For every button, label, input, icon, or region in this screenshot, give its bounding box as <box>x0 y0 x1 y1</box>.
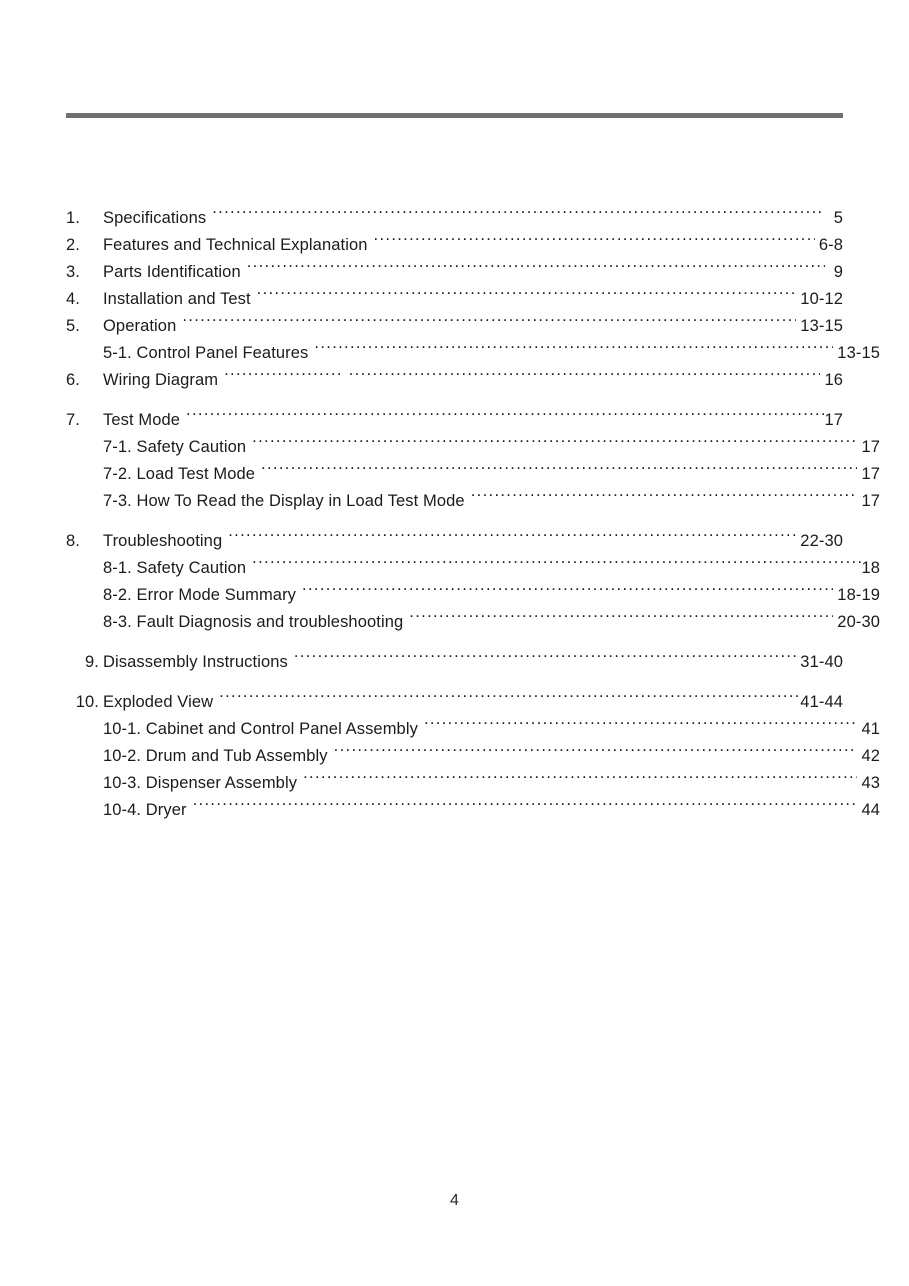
toc-dot-leader <box>303 772 857 789</box>
toc-entry[interactable] <box>66 555 880 582</box>
toc-entry[interactable] <box>66 488 880 515</box>
toc-entry-page-number: 18-19 <box>837 586 880 604</box>
toc-entry-title: 8-2. Error Mode Summary <box>103 586 297 604</box>
toc-block <box>0 528 909 636</box>
toc-entry-number: 7. <box>66 411 80 429</box>
toc-entry[interactable] <box>66 797 880 824</box>
toc-entry-number: 3. <box>66 263 80 281</box>
toc-entry-title: Features and Technical Explanation <box>103 236 368 254</box>
toc-entry[interactable] <box>66 743 880 770</box>
toc-entry-number: 5. <box>66 317 80 335</box>
toc-entry-title: Operation <box>103 317 177 335</box>
toc-entry[interactable] <box>66 286 843 313</box>
toc-entry-page-number: 41 <box>861 720 880 738</box>
toc-entry-page-number: 43 <box>861 774 880 792</box>
toc-entry[interactable] <box>66 259 843 286</box>
toc-entry-title: 8-1. Safety Caution <box>103 559 247 577</box>
toc-dot-leader <box>219 691 800 708</box>
toc-entry[interactable] <box>66 582 880 609</box>
toc-block <box>0 407 909 515</box>
toc-dot-leader <box>471 490 858 507</box>
toc-entry-title: 7-2. Load Test Mode <box>103 465 256 483</box>
table-of-contents <box>0 205 909 824</box>
toc-entry-title: Exploded View <box>103 693 214 711</box>
toc-entry-number: 4. <box>66 290 80 308</box>
toc-entry-title: 7-1. Safety Caution <box>103 438 247 456</box>
toc-entry-page-number: 20-30 <box>837 613 880 631</box>
header-rule <box>66 113 843 118</box>
toc-entry-number: 6. <box>66 371 80 389</box>
toc-entry-number: 1. <box>66 209 80 227</box>
toc-dot-leader <box>252 557 861 574</box>
toc-entry-title: Parts Identification <box>103 263 241 281</box>
toc-dot-leader <box>228 530 796 547</box>
toc-dot-leader <box>409 611 833 628</box>
toc-entry-page-number: 42 <box>861 747 880 765</box>
toc-dot-leader <box>193 799 858 816</box>
toc-entry-number: 10. <box>75 693 99 711</box>
toc-entry[interactable] <box>66 689 843 716</box>
toc-entry-page-number: 5 <box>833 209 843 227</box>
toc-block <box>0 689 909 824</box>
toc-entry-page-number: 13-15 <box>800 317 843 335</box>
toc-entry[interactable] <box>66 716 880 743</box>
toc-entry[interactable] <box>66 367 843 394</box>
toc-entry-title: 8-3. Fault Diagnosis and troubleshooting <box>103 613 404 631</box>
toc-entry-title: Specifications <box>103 209 207 227</box>
toc-entry-title: Test Mode <box>103 411 181 429</box>
toc-entry-page-number: 17 <box>861 492 880 510</box>
toc-block <box>0 205 909 394</box>
toc-entry-title: 10-1. Cabinet and Control Panel Assembly <box>103 720 418 738</box>
toc-dot-leader <box>261 463 857 480</box>
toc-dot-leader <box>334 745 858 762</box>
toc-entry[interactable] <box>66 313 843 340</box>
toc-dot-leader <box>252 436 857 453</box>
toc-entry-title: 10-2. Drum and Tub Assembly <box>103 747 328 765</box>
toc-entry[interactable] <box>66 770 880 797</box>
toc-entry-number: 8. <box>66 532 80 550</box>
toc-entry-title: 10-3. Dispenser Assembly <box>103 774 298 792</box>
toc-entry-page-number: 17 <box>861 438 880 456</box>
toc-dot-leader <box>374 234 815 251</box>
toc-entry-page-number: 44 <box>861 801 880 819</box>
toc-entry[interactable] <box>66 340 880 367</box>
toc-entry-number: 9. <box>85 653 99 671</box>
toc-entry-title: 5-1. Control Panel Features <box>103 344 309 362</box>
toc-dot-leader <box>257 288 797 305</box>
toc-entry[interactable] <box>66 434 880 461</box>
toc-entry-title: 7-3. How To Read the Display in Load Test Mode <box>103 492 465 510</box>
toc-dot-leader <box>302 584 833 601</box>
toc-dot-leader <box>212 207 821 224</box>
toc-dot-leader <box>247 261 825 278</box>
toc-entry-page-number: 22-30 <box>800 532 843 550</box>
toc-entry[interactable] <box>66 528 843 555</box>
toc-entry-title: 10-4. Dryer <box>103 801 187 819</box>
toc-entry[interactable] <box>66 205 843 232</box>
toc-entry-page-number: 13-15 <box>837 344 880 362</box>
toc-entry-page-number: 41-44 <box>800 693 843 711</box>
toc-entry[interactable] <box>66 232 843 259</box>
toc-entry-number: 2. <box>66 236 80 254</box>
toc-dot-leader <box>186 409 824 426</box>
toc-dot-leader <box>182 315 796 332</box>
toc-entry[interactable] <box>66 461 880 488</box>
toc-entry-title: Wiring Diagram <box>103 371 219 389</box>
toc-entry[interactable] <box>66 407 843 434</box>
toc-entry-page-number: 6-8 <box>818 236 843 254</box>
toc-entry-page-number: 16 <box>824 371 843 389</box>
toc-entry-page-number: 31-40 <box>800 653 843 671</box>
toc-entry-page-number: 17 <box>824 411 843 429</box>
toc-entry-page-number: 9 <box>833 263 843 281</box>
toc-dot-leader <box>314 342 833 359</box>
toc-dot-leader <box>294 651 796 668</box>
toc-entry-page-number: 17 <box>861 465 880 483</box>
toc-entry-title: Installation and Test <box>103 290 251 308</box>
toc-entry-page-number: 18 <box>861 559 880 577</box>
toc-block <box>0 649 909 676</box>
toc-entry[interactable] <box>66 609 880 636</box>
toc-dot-leader <box>224 369 820 386</box>
footer-page-number: 4 <box>450 1192 459 1209</box>
toc-entry-page-number: 10-12 <box>800 290 843 308</box>
toc-entry-title: Troubleshooting <box>103 532 223 550</box>
toc-entry-title: Disassembly Instructions <box>103 653 288 671</box>
toc-entry[interactable] <box>66 649 843 676</box>
toc-dot-leader <box>424 718 858 735</box>
